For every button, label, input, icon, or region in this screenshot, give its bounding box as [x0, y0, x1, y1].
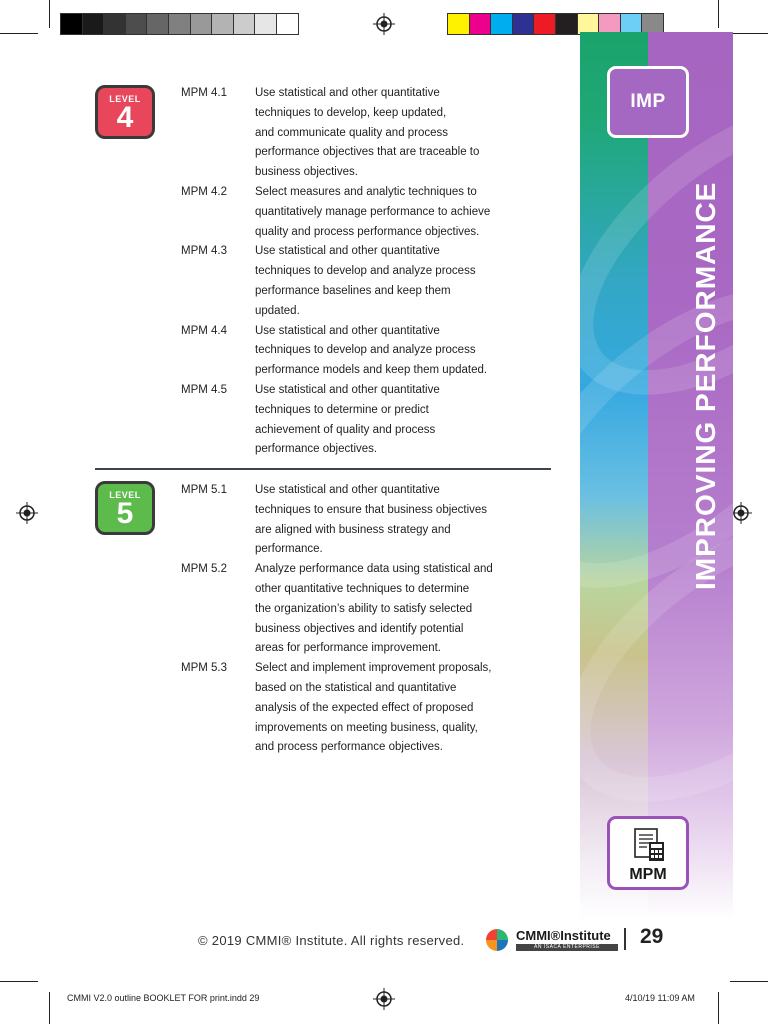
area-code: IMP — [630, 91, 666, 112]
practice-text: performance. — [255, 543, 323, 556]
practice-text: Use statistical and other quantitative — [255, 87, 440, 99]
color-swatch — [82, 13, 105, 35]
level-5-badge — [95, 481, 155, 535]
color-swatch — [60, 13, 83, 35]
practice-code — [181, 679, 255, 699]
level-4-badge — [95, 85, 155, 139]
practice-line — [181, 719, 541, 739]
practice-code — [181, 639, 255, 659]
practice-text: Select and implement improvement proposals, — [255, 662, 492, 675]
level-divider — [95, 468, 551, 470]
level-label: LEVEL — [109, 490, 141, 500]
practice-line — [181, 322, 541, 342]
practice-line — [181, 282, 541, 302]
color-swatch — [254, 13, 277, 35]
practice-text: quality and process performance objectives. — [255, 225, 480, 238]
practice-line — [181, 560, 541, 580]
cmmi-globe-logo-icon — [486, 929, 508, 951]
copyright-notice: © 2019 CMMI® Institute. All rights reserved. — [198, 933, 465, 948]
practice-code — [181, 203, 255, 223]
practice-text: the organization’s ability to satisfy selected — [255, 602, 473, 615]
grayscale-color-bar — [60, 13, 298, 35]
practice-text: performance baselines and keep them — [255, 284, 451, 297]
practice-code — [181, 143, 255, 163]
practice-text: are aligned with business strategy and — [255, 523, 451, 536]
practice-line — [181, 381, 541, 401]
level-number: 5 — [116, 497, 134, 530]
practice-text: techniques to determine or predict — [255, 403, 429, 416]
practice-text: performance objectives. — [255, 443, 378, 456]
registration-mark-icon — [730, 502, 752, 524]
color-swatch — [103, 13, 126, 35]
practice-line — [181, 341, 541, 361]
practice-area-code: MPM — [629, 866, 667, 883]
practice-text: business objectives. — [255, 166, 358, 179]
area-title: IMPROVING PERFORMANCE — [690, 181, 721, 590]
practice-code — [181, 580, 255, 600]
practice-text: improvements on meeting business, quality, — [255, 721, 478, 734]
practice-code — [181, 440, 255, 460]
practice-line — [181, 521, 541, 541]
practice-line — [181, 361, 541, 381]
practice-code — [181, 223, 255, 243]
practice-text: areas for performance improvement. — [255, 642, 441, 655]
level-5-practice-list — [181, 481, 541, 758]
color-swatch — [447, 13, 470, 35]
practice-line — [181, 699, 541, 719]
practice-line — [181, 501, 541, 521]
cmmi-logo-text: CMMI®Institute — [516, 928, 611, 943]
crop-mark — [718, 0, 719, 28]
crop-mark — [49, 992, 50, 1024]
practice-code — [181, 262, 255, 282]
practice-line — [181, 104, 541, 124]
practice-text: Use statistical and other quantitative — [255, 484, 440, 496]
practice-code — [181, 699, 255, 719]
practice-code — [181, 620, 255, 640]
practice-code — [181, 163, 255, 183]
color-swatch — [168, 13, 191, 35]
practice-line — [181, 262, 541, 282]
practice-text: techniques to develop and analyze process — [255, 265, 476, 278]
practice-line — [181, 401, 541, 421]
practice-line — [181, 302, 541, 322]
crop-mark — [0, 33, 38, 34]
practice-code: MPM 4.3 — [181, 245, 228, 258]
practice-code — [181, 719, 255, 739]
practice-text: techniques to develop and analyze process — [255, 344, 476, 357]
practice-code — [181, 738, 255, 758]
practice-code — [181, 521, 255, 541]
color-swatch — [555, 13, 578, 35]
color-swatch — [125, 13, 148, 35]
print-slug-timestamp: 4/10/19 11:09 AM — [625, 993, 695, 1003]
registration-mark-icon — [373, 13, 395, 35]
practice-line — [181, 124, 541, 144]
crop-mark — [49, 0, 50, 28]
practice-code — [181, 104, 255, 124]
area-code-box — [607, 66, 689, 138]
crop-mark — [730, 981, 768, 982]
practice-code — [181, 600, 255, 620]
document-calculator-icon — [632, 827, 668, 863]
print-slug-file: CMMI V2.0 outline BOOKLET FOR print.indd 29 — [67, 993, 260, 1003]
color-swatch — [233, 13, 256, 35]
practice-code: MPM 4.2 — [181, 185, 228, 198]
practice-code — [181, 341, 255, 361]
practice-line — [181, 84, 541, 104]
practice-code: MPM 5.2 — [181, 563, 228, 576]
practice-area-box — [607, 816, 689, 890]
practice-line — [181, 738, 541, 758]
practice-code — [181, 282, 255, 302]
color-swatch — [490, 13, 513, 35]
page-number: 29 — [640, 925, 664, 948]
practice-line — [181, 242, 541, 262]
color-swatch — [211, 13, 234, 35]
practice-text: Analyze performance data using statistical and — [255, 563, 493, 576]
level-label: LEVEL — [109, 94, 141, 104]
practice-line — [181, 580, 541, 600]
practice-text: Use statistical and other quantitative — [255, 324, 440, 337]
practice-text: techniques to develop, keep updated, — [255, 106, 447, 119]
practice-code — [181, 302, 255, 322]
practice-code — [181, 361, 255, 381]
practice-line — [181, 659, 541, 679]
color-swatch — [512, 13, 535, 35]
practice-line — [181, 223, 541, 243]
practice-line — [181, 421, 541, 441]
practice-code: MPM 4.4 — [181, 324, 228, 337]
practice-text: techniques to ensure that business objectives — [255, 503, 488, 516]
practice-code: MPM 4.1 — [181, 87, 228, 99]
practice-text: other quantitative techniques to determine — [255, 582, 470, 595]
practice-text: based on the statistical and quantitative — [255, 681, 457, 694]
practice-text: Use statistical and other quantitative — [255, 245, 440, 258]
practice-text: performance models and keep them updated. — [255, 364, 488, 377]
practice-line — [181, 540, 541, 560]
practice-text: analysis of the expected effect of proposed — [255, 701, 474, 714]
crop-mark — [718, 992, 719, 1024]
practice-text: quantitatively manage performance to achieve — [255, 205, 491, 218]
practice-code: MPM 5.1 — [181, 484, 228, 496]
practice-line — [181, 163, 541, 183]
practice-text: Select measures and analytic techniques to — [255, 185, 477, 198]
color-swatch — [469, 13, 492, 35]
crop-mark — [730, 33, 768, 34]
practice-line — [181, 203, 541, 223]
practice-code: MPM 4.5 — [181, 383, 228, 396]
practice-line — [181, 143, 541, 163]
practice-text: Use statistical and other quantitative — [255, 383, 440, 396]
practice-line — [181, 639, 541, 659]
registration-mark-icon — [373, 988, 395, 1010]
level-4-practice-list — [181, 84, 541, 460]
practice-code — [181, 124, 255, 144]
practice-line — [181, 481, 541, 501]
color-swatch — [146, 13, 169, 35]
crop-mark — [0, 981, 38, 982]
practice-text: updated. — [255, 304, 300, 317]
color-swatch — [276, 13, 299, 35]
footer-separator — [624, 928, 626, 950]
color-swatch — [190, 13, 213, 35]
practice-line — [181, 620, 541, 640]
practice-text: and process performance objectives. — [255, 741, 443, 754]
practice-text: and communicate quality and process — [255, 126, 449, 139]
cmmi-logo-subtitle: AN ISACA ENTERPRISE — [516, 944, 618, 951]
practice-line — [181, 440, 541, 460]
practice-line — [181, 679, 541, 699]
practice-text: achievement of quality and process — [255, 423, 436, 436]
practice-code — [181, 501, 255, 521]
practice-text: performance objectives that are traceable to — [255, 146, 480, 159]
practice-line — [181, 183, 541, 203]
practice-code — [181, 540, 255, 560]
level-number: 4 — [116, 101, 134, 134]
registration-mark-icon — [16, 502, 38, 524]
practice-code — [181, 421, 255, 441]
practice-text: business objectives and identify potential — [255, 622, 464, 635]
practice-code: MPM 5.3 — [181, 662, 228, 675]
practice-line — [181, 600, 541, 620]
practice-code — [181, 401, 255, 421]
color-swatch — [533, 13, 556, 35]
